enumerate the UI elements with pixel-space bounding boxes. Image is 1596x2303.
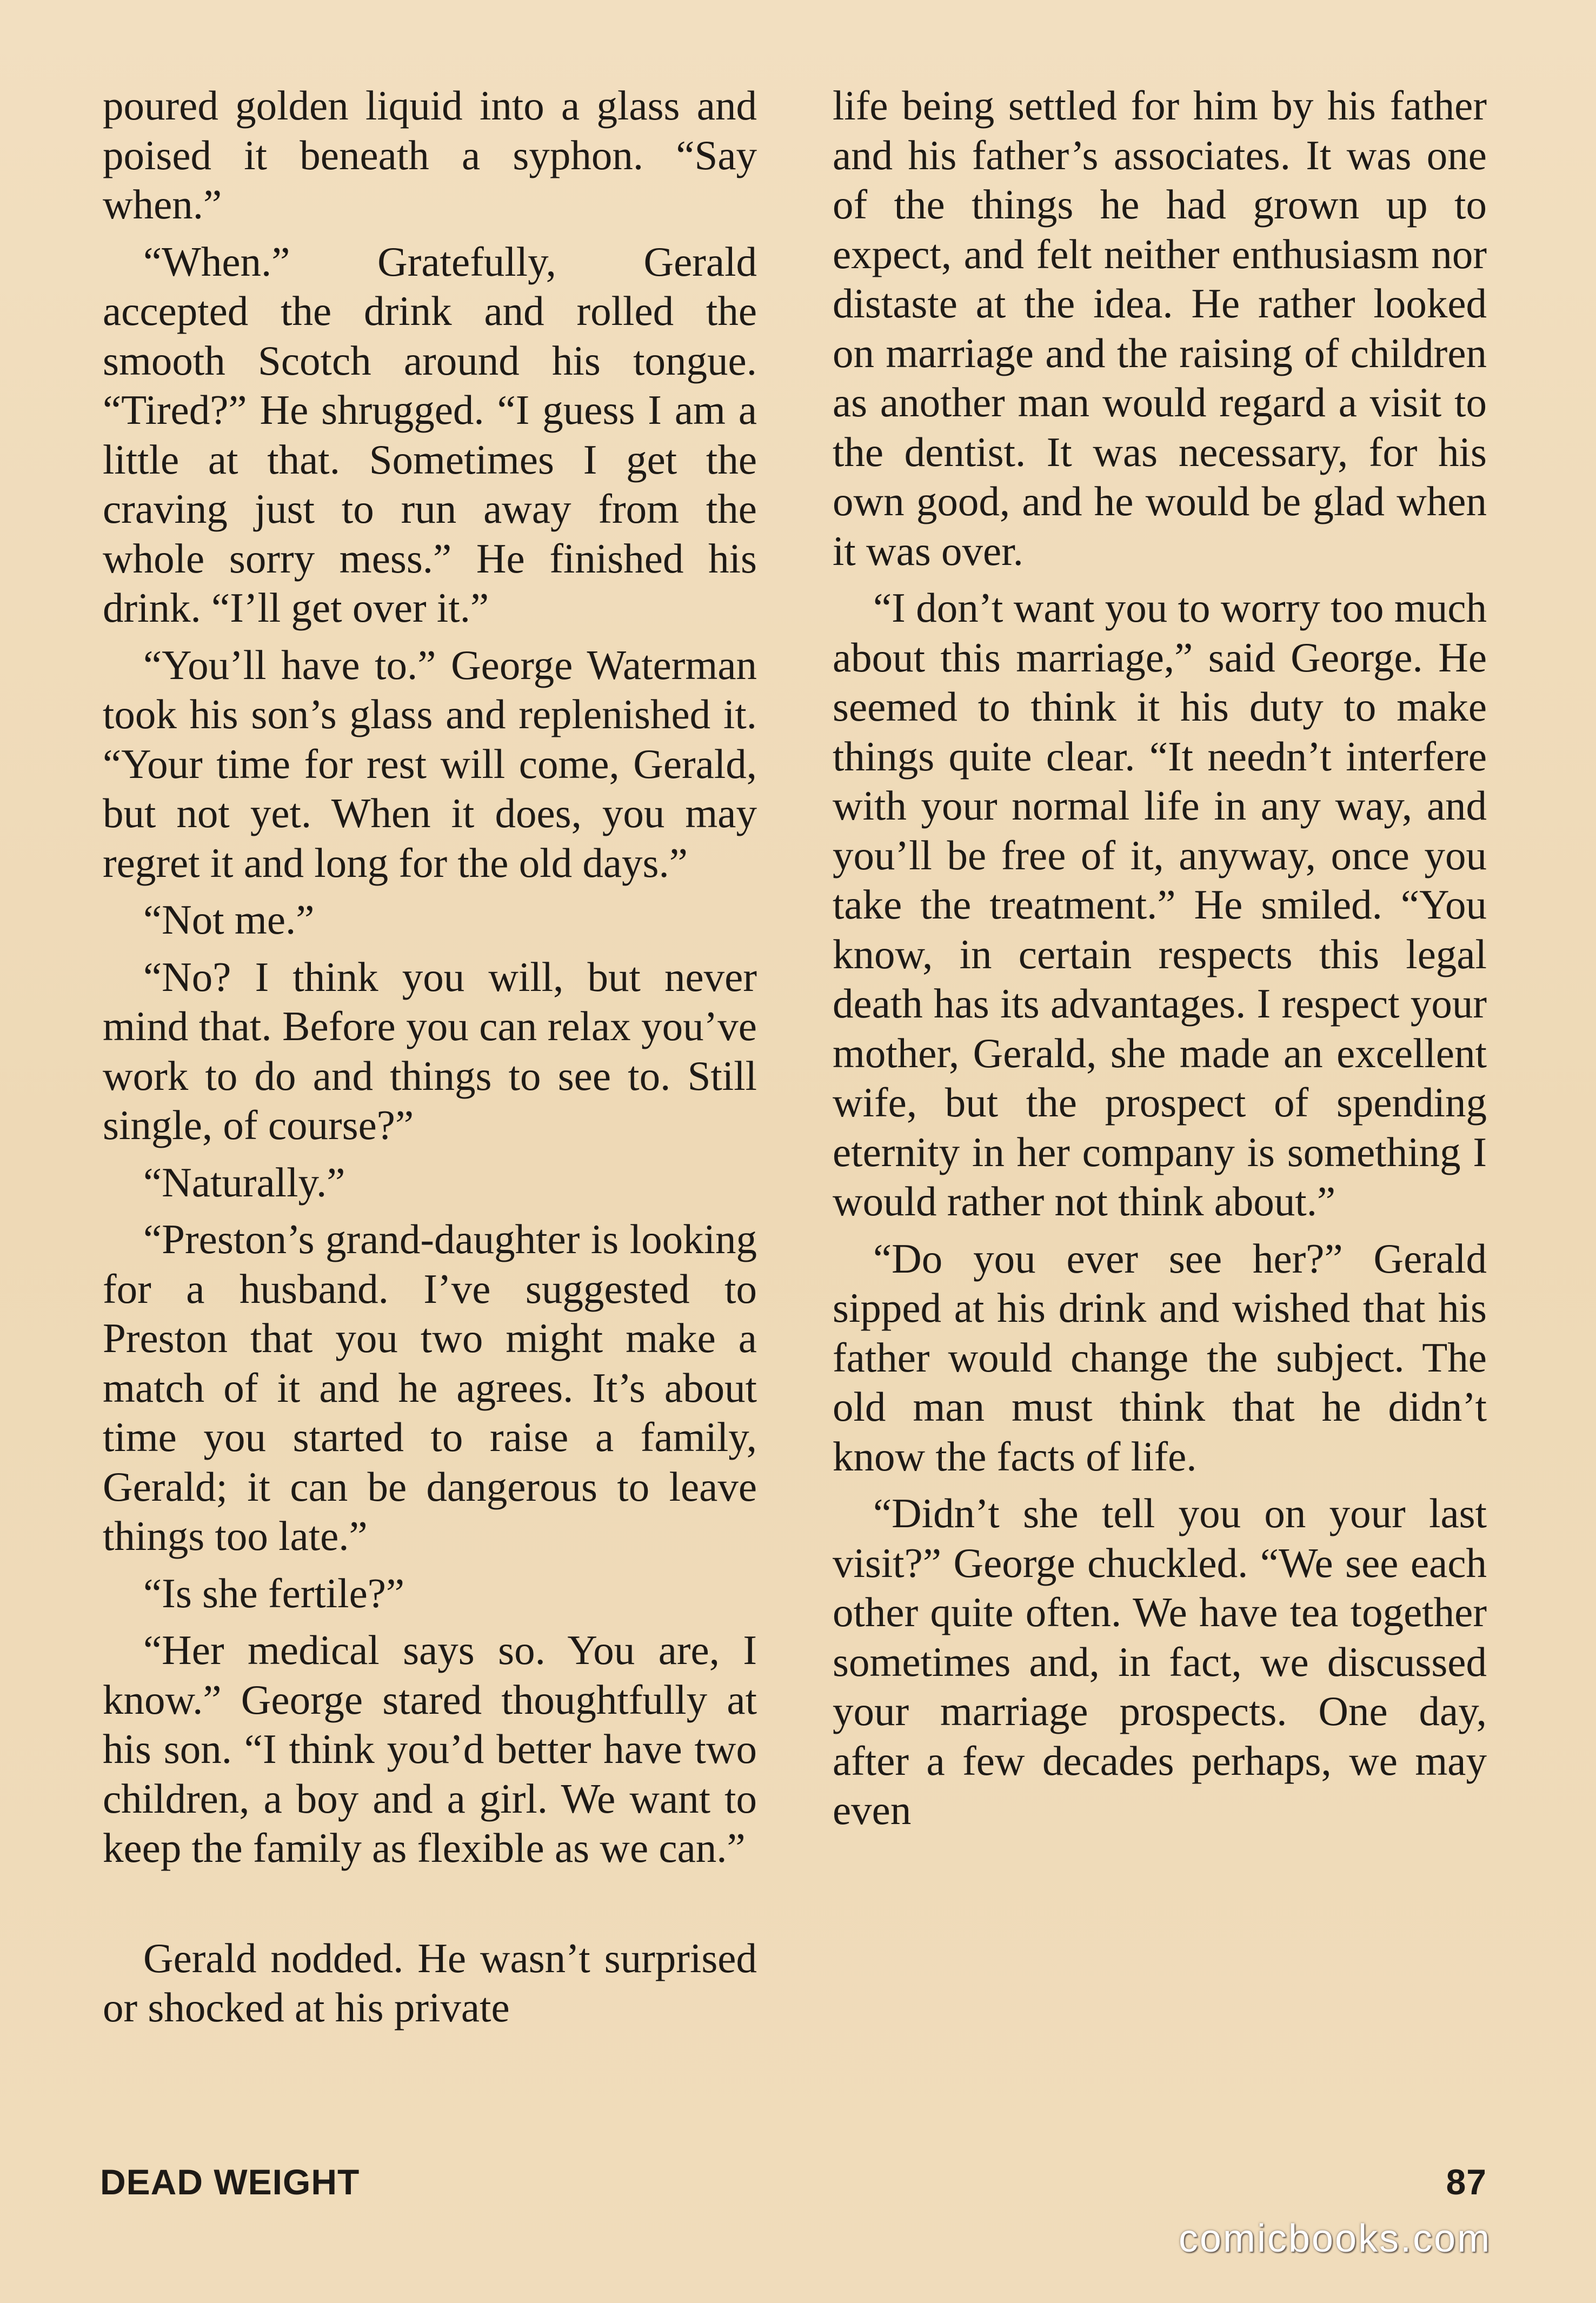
paragraph: life being settled for him by his father and his father’s associates. It was one of the things he had grown up to expect, and felt neither enthusiasm nor distaste at the idea. He rather looked on marriage and the raising of children as another man would regard a visit to the dentist. It was necessary, for his own good, and he would be glad when it was over. xyxy=(833,82,1487,574)
right-text-column xyxy=(833,81,1487,1843)
page-number: 87 xyxy=(1446,2162,1487,2202)
left-text-column xyxy=(103,81,757,2040)
paragraph: “No? I think you will, but never mind that. Before you can relax you’ve work to do and things to see to. Still single, of course?” xyxy=(103,953,757,1148)
paragraph: “Do you ever see her?” Gerald sipped at his drink and wished that his father would change the subject. The old man must think that he didn’t know the facts of life. xyxy=(833,1235,1487,1480)
paragraph: “Is she fertile?” xyxy=(143,1569,405,1616)
paragraph: “Naturally.” xyxy=(143,1159,345,1206)
paragraph: “Her medical says so. You are, I know.” George stared thoughtfully at his son. “I think you’d better have two children, a boy and a girl. We want to keep the family as flexible as we can.” xyxy=(103,1627,757,1871)
running-title: DEAD WEIGHT xyxy=(100,2162,360,2202)
paragraph: “I don’t want you to worry too much about this marriage,” said George. He seemed to think it his duty to make things quite clear. “It needn’t interfere with your normal life in any way, and you’ll be free of it, anyway, once you take the treatment.” He smiled. “You know, in certain respects this legal death has its advantages. I respect your mother, Gerald, she made an excellent wife, but the prospect of spending eternity in her company is something I would rather not think about.” xyxy=(833,584,1487,1224)
watermark-text: comicbooks.com xyxy=(1179,2217,1492,2260)
paragraph: “When.” Gratefully, Gerald accepted the drink and rolled the smooth Scotch around his tongue. “Tired?” He shrugged. “I guess I am a little at that. Sometimes I get the craving just to run away from the whole sorry mess.” He finished his drink. “I’ll get over it.” xyxy=(103,238,757,631)
paragraph: “Didn’t she tell you on your last visit?” George chuckled. “We see each other quite often. We have tea together sometimes and, in fact, we discussed your marriage prospects. One day, after a few decades perhaps, we may even xyxy=(833,1490,1487,1833)
paragraph: Gerald nodded. He wasn’t surprised or shocked at his private xyxy=(103,1934,757,2031)
paragraph: “Not me.” xyxy=(143,896,315,943)
paragraph: “You’ll have to.” George Waterman took his son’s glass and replenished it. “Your time for rest will come, Gerald, but not yet. When it does, you may regret it and long for the old days.” xyxy=(103,641,757,886)
page-footer xyxy=(100,2161,1487,2210)
paragraph: poured golden liquid into a glass and poised it beneath a syphon. “Say when.” xyxy=(103,82,757,228)
paragraph: “Preston’s grand-daughter is looking for a husband. I’ve suggested to Preston that you two might make a match of it and he agrees. It’s about time you started to raise a family, Gerald; it can be dangerous to leave things too late.” xyxy=(103,1216,757,1559)
